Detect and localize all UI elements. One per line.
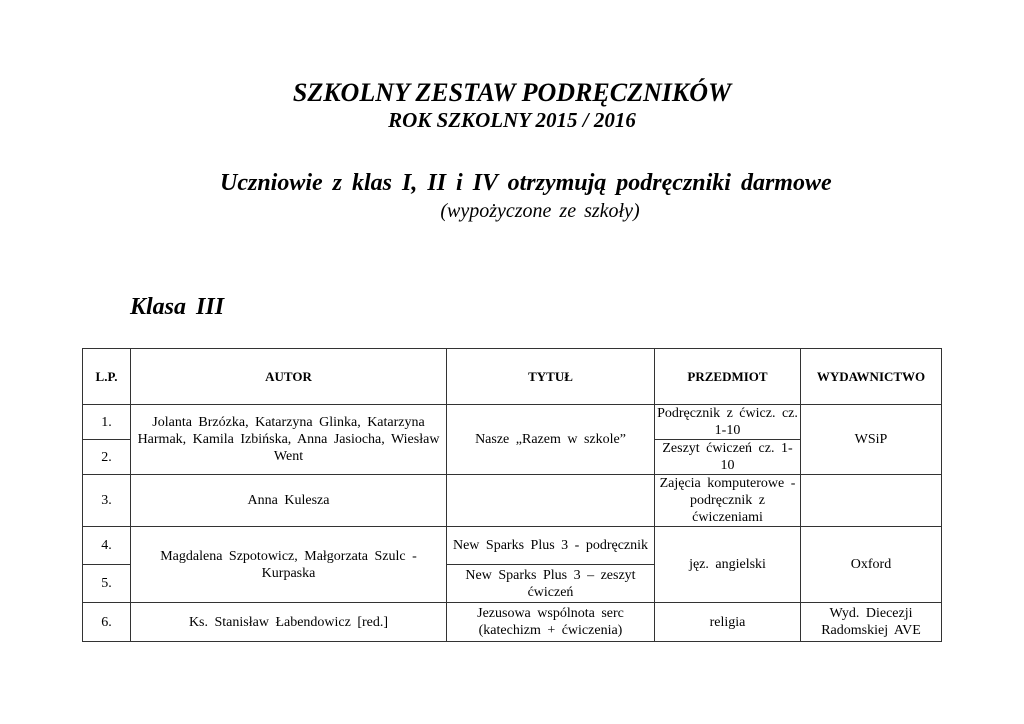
textbook-table [82, 348, 942, 642]
school-year: ROK SZKOLNY 2015 / 2016 [388, 108, 636, 132]
header-lp: L.P. [83, 349, 131, 405]
cell-tytul: Jezusowa wspólnota serc (katechizm + ćwiczenia) [447, 603, 655, 642]
cell-autor: Magdalena Szpotowicz, Małgorzata Szulc - Kurpaska [131, 527, 447, 603]
cell-przedmiot: Zeszyt ćwiczeń cz. 1-10 [655, 440, 801, 475]
cell-tytul: Nasze „Razem w szkole” [447, 405, 655, 475]
cell-autor: Ks. Stanisław Łabendowicz [red.] [131, 603, 447, 642]
cell-przedmiot: jęz. angielski [655, 527, 801, 603]
header-tytul: TYTUŁ [447, 349, 655, 405]
cell-przedmiot: Zajęcia komputerowe - podręcznik z ćwiczeniami [655, 475, 801, 527]
cell-przedmiot: religia [655, 603, 801, 642]
document-title: SZKOLNY ZESTAW PODRĘCZNIKÓW [292, 78, 732, 107]
cell-autor: Anna Kulesza [131, 475, 447, 527]
cell-lp: 4. [83, 527, 131, 565]
cell-lp: 1. [83, 405, 131, 440]
cell-tytul: New Sparks Plus 3 – zeszyt ćwiczeń [447, 565, 655, 603]
table-row [83, 475, 942, 527]
table-row [83, 603, 942, 642]
table-row [83, 527, 942, 565]
cell-lp: 2. [83, 440, 131, 475]
cell-lp: 3. [83, 475, 131, 527]
cell-autor: Jolanta Brzózka, Katarzyna Glinka, Katarzyna Harmak, Kamila Izbińska, Anna Jasiocha, Wiesław Went [131, 405, 447, 475]
table-header-row [83, 349, 942, 405]
cell-wydawnictwo: WSiP [801, 405, 942, 475]
header-wydawnictwo: WYDAWNICTWO [801, 349, 942, 405]
cell-wydawnictwo: Wyd. Diecezji Radomskiej AVE [801, 603, 942, 642]
cell-lp: 5. [83, 565, 131, 603]
cell-tytul [447, 475, 655, 527]
cell-wydawnictwo [801, 475, 942, 527]
class-label: Klasa III [130, 294, 225, 320]
cell-lp: 6. [83, 603, 131, 642]
cell-tytul: New Sparks Plus 3 - podręcznik [447, 527, 655, 565]
free-books-subnote: (wypożyczone ze szkoły) [440, 200, 640, 222]
header-autor: AUTOR [131, 349, 447, 405]
table-row [83, 405, 942, 440]
free-books-note: Uczniowie z klas I, II i IV otrzymują podręczniki darmowe [220, 170, 832, 196]
header-przedmiot: PRZEDMIOT [655, 349, 801, 405]
cell-przedmiot: Podręcznik z ćwicz. cz. 1-10 [655, 405, 801, 440]
cell-wydawnictwo: Oxford [801, 527, 942, 603]
